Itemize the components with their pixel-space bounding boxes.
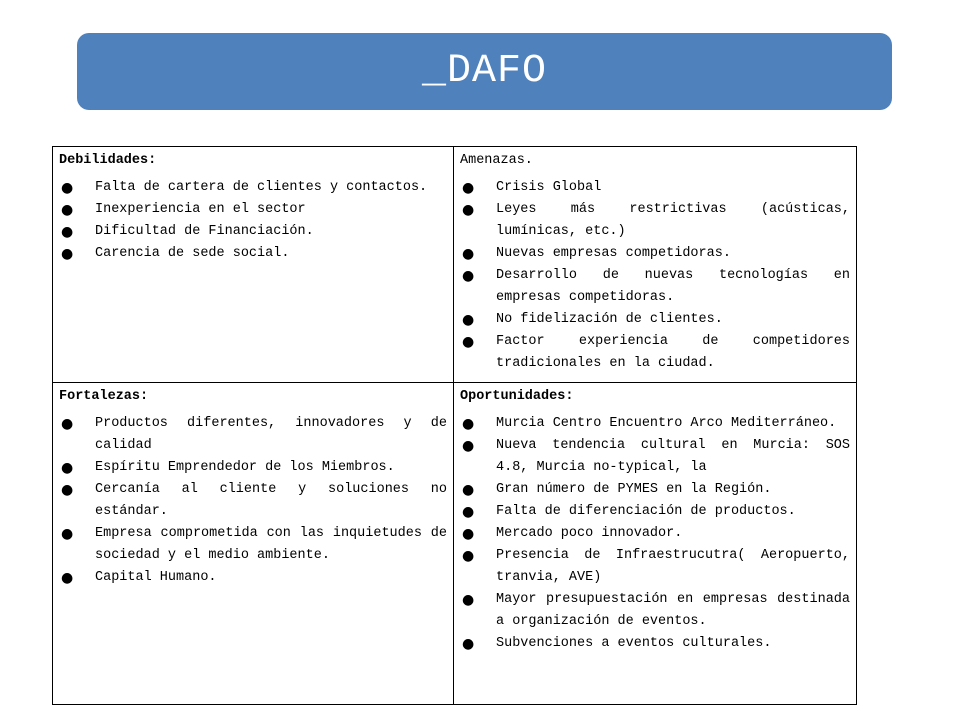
list-item	[460, 633, 850, 655]
list-item	[460, 435, 850, 479]
dafo-table	[52, 146, 857, 705]
list-item-text: Crisis Global	[496, 180, 602, 195]
bullet-icon: ●	[462, 482, 475, 498]
list-item	[59, 567, 447, 589]
bullet-icon: ●	[462, 416, 475, 432]
bullet-icon: ●	[61, 202, 74, 218]
bullet-icon: ●	[61, 180, 74, 196]
list-item	[59, 221, 447, 243]
amenazas-cell	[454, 147, 857, 383]
bullet-icon: ●	[462, 334, 475, 350]
bullet-icon: ●	[61, 570, 74, 586]
bullet-icon: ●	[61, 526, 74, 542]
bullet-icon: ●	[462, 592, 475, 608]
bullet-icon: ●	[61, 224, 74, 240]
amenazas-list	[460, 177, 850, 375]
list-item-text: No fidelización de clientes.	[496, 312, 723, 327]
list-item	[59, 199, 447, 221]
list-item-text: Leyes más restrictivas (acústicas, lumínicas, etc.)	[496, 202, 850, 239]
list-item	[460, 479, 850, 501]
bullet-icon: ●	[462, 312, 475, 328]
list-item	[460, 413, 850, 435]
bullet-icon: ●	[61, 460, 74, 476]
list-item-text: Desarrollo de nuevas tecnologías en empresas competidoras.	[496, 268, 850, 305]
list-item	[460, 545, 850, 589]
list-item	[59, 479, 447, 523]
list-item	[59, 413, 447, 457]
table-row	[53, 147, 857, 383]
bullet-icon: ●	[462, 246, 475, 262]
list-item-text: Subvenciones a eventos culturales.	[496, 636, 772, 651]
list-item	[460, 177, 850, 199]
list-item	[59, 243, 447, 265]
list-item	[59, 523, 447, 567]
list-item-text: Murcia Centro Encuentro Arco Mediterráneo.	[496, 416, 837, 431]
list-item-text: Inexperiencia en el sector	[95, 202, 306, 217]
oportunidades-list	[460, 413, 850, 655]
bullet-icon: ●	[462, 268, 475, 284]
list-item-text: Carencia de sede social.	[95, 246, 290, 261]
list-item-text: Gran número de PYMES en la Región.	[496, 482, 772, 497]
list-item-text: Nuevas empresas competidoras.	[496, 246, 731, 261]
amenazas-heading: Amenazas.	[460, 153, 533, 168]
list-item-text: Mercado poco innovador.	[496, 526, 683, 541]
list-item	[460, 501, 850, 523]
list-item	[460, 243, 850, 265]
list-item-text: Factor experiencia de competidores tradicionales en la ciudad.	[496, 334, 850, 371]
list-item-text: Cercanía al cliente y soluciones no estándar.	[95, 482, 447, 519]
debilidades-list	[59, 177, 447, 265]
fortalezas-heading: Fortalezas:	[59, 389, 149, 404]
list-item-text: Dificultad de Financiación.	[95, 224, 314, 239]
bullet-icon: ●	[462, 548, 475, 564]
list-item	[460, 265, 850, 309]
bullet-icon: ●	[462, 504, 475, 520]
list-item	[460, 309, 850, 331]
fortalezas-list	[59, 413, 447, 589]
bullet-icon: ●	[462, 526, 475, 542]
list-item	[59, 177, 447, 199]
list-item	[59, 457, 447, 479]
oportunidades-cell	[454, 383, 857, 705]
bullet-icon: ●	[61, 482, 74, 498]
oportunidades-heading: Oportunidades:	[460, 389, 574, 404]
debilidades-cell	[53, 147, 454, 383]
fortalezas-cell	[53, 383, 454, 705]
bullet-icon: ●	[61, 416, 74, 432]
list-item	[460, 331, 850, 375]
title-banner	[77, 33, 892, 110]
list-item-text: Mayor presupuestación en empresas destinada a organización de eventos.	[496, 592, 850, 629]
bullet-icon: ●	[61, 246, 74, 262]
bullet-icon: ●	[462, 636, 475, 652]
debilidades-heading: Debilidades:	[59, 153, 157, 168]
bullet-icon: ●	[462, 202, 475, 218]
list-item-text: Nueva tendencia cultural en Murcia: SOS 4.8, Murcia no-typical, la	[496, 438, 850, 475]
list-item-text: Falta de diferenciación de productos.	[496, 504, 796, 519]
bullet-icon: ●	[462, 180, 475, 196]
list-item-text: Empresa comprometida con las inquietudes de sociedad y el medio ambiente.	[95, 526, 447, 563]
list-item-text: Capital Humano.	[95, 570, 217, 585]
list-item	[460, 523, 850, 545]
list-item-text: Productos diferentes, innovadores y de calidad	[95, 416, 447, 453]
bullet-icon: ●	[462, 438, 475, 454]
list-item-text: Falta de cartera de clientes y contactos.	[95, 180, 428, 195]
list-item	[460, 199, 850, 243]
list-item-text: Espíritu Emprendedor de los Miembros.	[95, 460, 395, 475]
page-title: _DAFO	[421, 49, 548, 94]
list-item-text: Presencia de Infraestrucutra( Aeropuerto, tranvia, AVE)	[496, 548, 850, 585]
table-row	[53, 383, 857, 705]
list-item	[460, 589, 850, 633]
